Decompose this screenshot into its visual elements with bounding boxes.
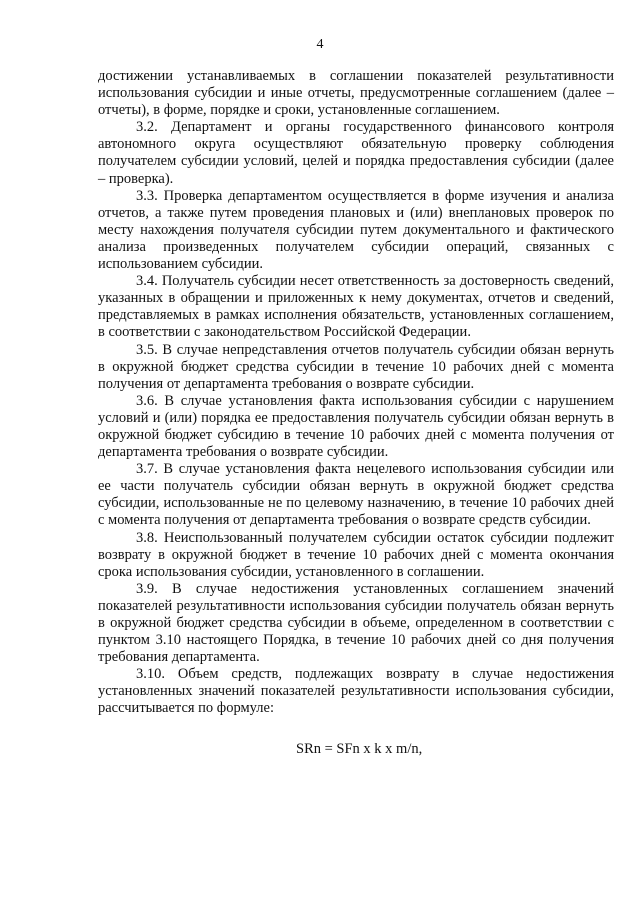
- document-body: [98, 68, 614, 758]
- paragraph-3-7: 3.7. В случае установления факта нецелевого использования субсидии или ее части получатель субсидии обязан вернуть в окружной бюджет средства субсидии, использованные не по целевому назначению, в течение 10 рабочих дней с момента получения от департамента требования о возврате средств субсидии.: [98, 461, 614, 529]
- paragraph-3-3: 3.3. Проверка департаментом осуществляется в форме изучения и анализа отчетов, а также путем проведения плановых и (или) внеплановых проверок по месту нахождения получателя субсидии путем документального и фактического анализа произведенных получателем субсидии операций, связанных с использованием субсидии.: [98, 187, 614, 273]
- paragraph-3-8: 3.8. Неиспользованный получателем субсидии остаток субсидии подлежит возврату в окружной бюджет в течение 10 рабочих дней с момента окончания срока использования субсидии, установленного в соглашении.: [98, 529, 614, 580]
- paragraph-3-6: 3.6. В случае установления факта использования субсидии с нарушением условий и (или) порядка ее предоставления получатель субсидии обязан вернуть в окружной бюджет субсидию в течение 10 рабочих дней с момента получения от департамента требования о возврате субсидии.: [98, 392, 614, 461]
- paragraph-3-5: 3.5. В случае непредставления отчетов получатель субсидии обязан вернуть в окружной бюджет средства субсидии в течение 10 рабочих дней с момента получения от департамента требования о возврате субсидии.: [98, 341, 614, 392]
- paragraph-continuation: достижении устанавливаемых в соглашении показателей результативности использования субсидии и иные отчеты, предусмотренные соглашением (далее – отчеты), в форме, порядке и сроки, установленные соглашением.: [98, 68, 614, 119]
- paragraph-3-2: 3.2. Департамент и органы государственного финансового контроля автономного округа осуществляют обязательную проверку соблюдения получателем субсидии условий, целей и порядка предоставления субсидии (далее – проверка).: [98, 119, 614, 187]
- page-number: 4: [316, 37, 324, 52]
- paragraph-3-9: 3.9. В случае недостижения установленных соглашением значений показателей результативности использования субсидии получатель обязан вернуть в окружной бюджет средства субсидии в объеме, определенном в соответствии с пунктом 3.10 настоящего Порядка, в течение 10 рабочих дней со дня получения требования департамента.: [98, 580, 614, 666]
- paragraph-3-10: 3.10. Объем средств, подлежащих возврату в случае недостижения установленных значений показателей результативности использования субсидии, рассчитывается по формуле:: [98, 666, 614, 717]
- formula: SRn = SFn x k x m/n,: [296, 740, 423, 757]
- paragraph-3-4: 3.4. Получатель субсидии несет ответственность за достоверность сведений, указанных в обращении и приложенных к нему документах, отчетов и сведений, представляемых в рамках исполнения обязательств, установленных соглашением, в соответствии с законодательством Российской Федерации.: [98, 273, 614, 341]
